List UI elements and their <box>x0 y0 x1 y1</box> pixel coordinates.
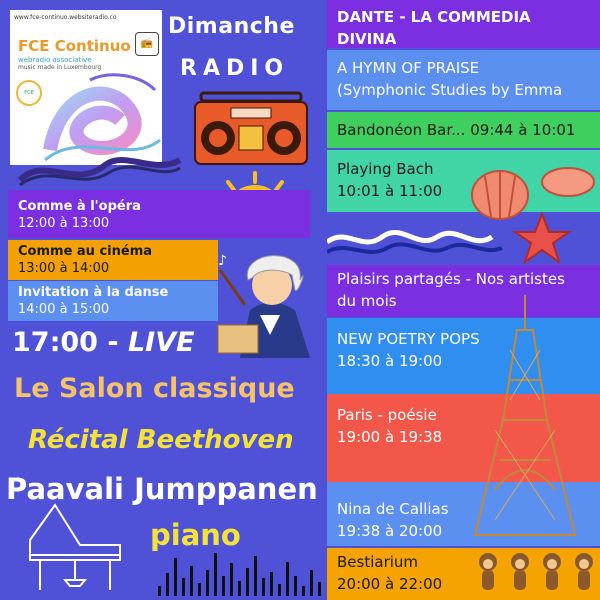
equalizer-icon <box>158 548 328 598</box>
schedule-item-hours: 18:30 à 19:00 <box>337 352 443 370</box>
schedule-item-hours: 12:00 à 13:00 <box>18 216 110 231</box>
grand-piano-icon <box>20 500 130 595</box>
schedule-item-title: DANTE - LA COMMEDIA DIVINA <box>337 8 531 48</box>
schedule-item-title: Paris - poésie <box>337 406 437 424</box>
radio-icon: 📻 <box>135 32 159 56</box>
program-title: Le Salon classique <box>14 373 295 404</box>
schedule-item-hymn <box>327 50 600 110</box>
schedule-item-title: Bestiarium <box>337 553 419 571</box>
schedule-item-hours: 13:00 à 14:00 <box>18 261 110 276</box>
schedule-item-title: Comme au cinéma <box>18 244 153 259</box>
schedule-item-cinema <box>8 240 218 280</box>
boombox-icon <box>193 90 309 168</box>
seal-icon: FCE <box>16 80 42 106</box>
recital-title: Récital Beethoven <box>28 425 294 455</box>
ocean-wave-icon <box>327 212 600 264</box>
schedule-item-hours: 10:01 à 11:00 <box>337 182 443 200</box>
day-title: Dimanche <box>168 14 295 39</box>
station-logo <box>10 10 162 165</box>
schedule-item-dante <box>327 0 600 48</box>
performer-name: Paavali Jumppanen <box>6 472 318 506</box>
schedule-item-hours: (Symphonic Studies by Emma <box>337 81 563 99</box>
schedule-item-title: Plaisirs partagés - Nos artistes <box>337 270 565 288</box>
logo-tagline: music made in Luxembourg <box>18 64 102 71</box>
schedule-item-title: A HYMN OF PRAISE <box>337 59 480 77</box>
live-time-text: 17:00 - <box>12 327 128 358</box>
swirl-decoration-icon <box>15 150 185 190</box>
schedule-item-opera <box>8 190 310 238</box>
instrument-name: piano <box>150 518 241 552</box>
radio-title: RADIO <box>180 56 290 81</box>
schedule-item-title: Invitation à la danse <box>18 285 169 300</box>
logo-url: www.fce-continuo.websiteradio.co <box>14 14 117 21</box>
svg-text:♪: ♪ <box>218 253 227 269</box>
schedule-item-hours: 19:00 à 19:38 <box>337 428 443 446</box>
schedule-item-bandoneon <box>327 112 600 148</box>
eiffel-tower-icon <box>455 290 595 550</box>
schedule-item-title: Playing Bach <box>337 160 434 178</box>
schedule-item-title: Nina de Callias <box>337 500 449 518</box>
live-label: LIVE <box>127 327 195 358</box>
schedule-item-danse <box>8 281 218 321</box>
monkeys-icon <box>470 548 600 600</box>
schedule-item-hours: 20:00 à 22:00 <box>337 575 443 593</box>
schedule-item-title: Comme à l'opéra <box>18 199 141 214</box>
logo-subtitle: webradio associative <box>18 56 92 64</box>
logo-title: FCE Continuo <box>18 37 131 55</box>
schedule-item-hours: 19:38 à 20:00 <box>337 522 443 540</box>
schedule-item-hours: 14:00 à 15:00 <box>18 302 110 317</box>
schedule-item-title: Bandonéon Bar... 09:44 à 10:01 <box>337 121 576 139</box>
beethoven-illustration-icon <box>210 240 325 360</box>
live-time <box>12 327 195 358</box>
schedule-item-title: NEW POETRY POPS <box>337 330 480 348</box>
schedule-item-hours: du mois <box>337 292 397 310</box>
